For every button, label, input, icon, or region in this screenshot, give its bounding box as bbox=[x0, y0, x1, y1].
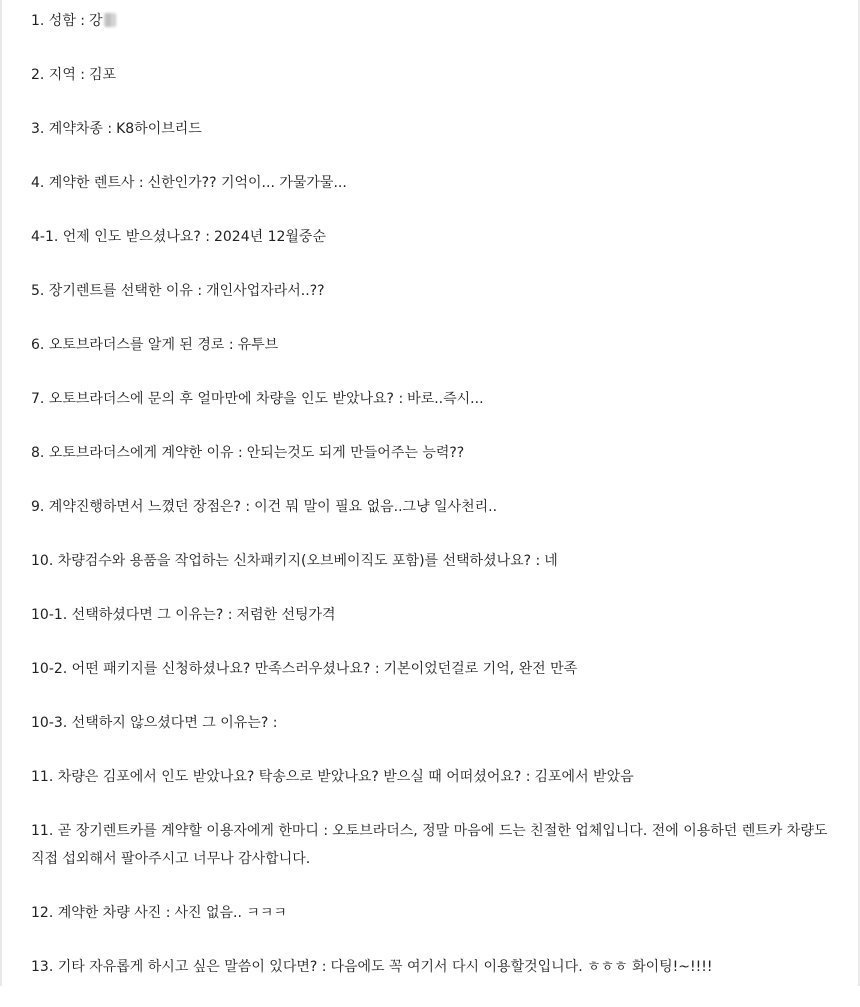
question-label: 4. 계약한 렌트사 : bbox=[31, 175, 144, 191]
question-label: 11. 차량은 김포에서 인도 받았나요? 탁송으로 받았나요? 받으실 때 어떠셨어요? : bbox=[31, 769, 531, 785]
answer-text: 김포에서 받았음 bbox=[534, 769, 634, 785]
qa-delivery-location bbox=[31, 763, 836, 791]
qa-package-selected bbox=[31, 547, 836, 575]
question-label: 10. 차량검수와 용품을 작업하는 신차패키지(오브베이직도 포함)를 선택하셨나요? : bbox=[31, 553, 541, 569]
answer-text: 2024년 12월중순 bbox=[213, 229, 326, 245]
redacted-name-blur bbox=[104, 13, 116, 27]
answer-text: 개인사업자라서..?? bbox=[206, 283, 325, 299]
question-label: 9. 계약진행하면서 느꼈던 장점은? : bbox=[31, 499, 251, 515]
answer-text: 네 bbox=[544, 553, 558, 569]
answer-text: 오토브라더스, 정말 마음에 드는 친절한 업체입니다. 전에 이용하던 렌트카 차량도 직접 섭외해서 팔아주시고 너무나 감사합니다. bbox=[31, 823, 828, 867]
left-border bbox=[0, 0, 2, 986]
qa-how-found bbox=[31, 331, 836, 359]
qa-name bbox=[31, 7, 836, 35]
question-label: 13. 기타 자유롭게 하시고 싶은 말씀이 있다면? : bbox=[31, 959, 327, 975]
qa-free-comment bbox=[31, 953, 836, 981]
answer-text: 이건 뭐 말이 필요 없음..그냥 일사천리.. bbox=[254, 499, 498, 515]
qa-rental-company bbox=[31, 169, 836, 197]
question-label: 10-1. 선택하셨다면 그 이유는? : bbox=[31, 607, 233, 623]
answer-text: 사진 없음.. ㅋㅋㅋ bbox=[174, 905, 287, 921]
answer-text: K8하이브리드 bbox=[116, 121, 202, 137]
qa-not-selected-reason bbox=[31, 709, 836, 737]
qa-package-type bbox=[31, 655, 836, 683]
answer-text: 유투브 bbox=[237, 337, 279, 353]
answer-text: 다음에도 꼭 여기서 다시 이용할것입니다. ㅎㅎㅎ 화이팅!~!!!! bbox=[330, 959, 713, 975]
qa-car-model bbox=[31, 115, 836, 143]
question-label: 10-2. 어떤 패키지를 신청하셨나요? 만족스러우셨나요? : bbox=[31, 661, 380, 677]
question-label: 8. 오토브라더스에게 계약한 이유 : bbox=[31, 445, 243, 461]
question-label: 12. 계약한 차량 사진 : bbox=[31, 905, 171, 921]
qa-delivery-date bbox=[31, 223, 836, 251]
qa-region bbox=[31, 61, 836, 89]
qa-reason-contract bbox=[31, 439, 836, 467]
question-label: 3. 계약차종 : bbox=[31, 121, 113, 137]
question-label: 4-1. 언제 인도 받으셨나요? : bbox=[31, 229, 210, 245]
qa-advice bbox=[31, 817, 836, 873]
answer-text: 바로..즉시... bbox=[407, 391, 484, 407]
answer-text: 저렴한 선팅가격 bbox=[236, 607, 336, 623]
question-label: 11. 곧 장기렌트카를 계약할 이용자에게 한마디 : bbox=[31, 823, 329, 839]
qa-reason-long-term bbox=[31, 277, 836, 305]
question-label: 2. 지역 : bbox=[31, 67, 86, 83]
answer-text: 김포 bbox=[89, 67, 117, 83]
answer-text: 신한인가?? 기억이... 가물가물... bbox=[147, 175, 347, 191]
review-document bbox=[31, 7, 836, 1007]
answer-text: 강 bbox=[89, 13, 103, 29]
question-label: 5. 장기렌트를 선택한 이유 : bbox=[31, 283, 203, 299]
answer-text: 기본이었던걸로 기억, 완전 만족 bbox=[383, 661, 578, 677]
question-label: 10-3. 선택하지 않으셨다면 그 이유는? : bbox=[31, 715, 278, 731]
answer-text: 안되는것도 되게 만들어주는 능력?? bbox=[246, 445, 465, 461]
qa-car-photo bbox=[31, 899, 836, 927]
qa-advantages bbox=[31, 493, 836, 521]
question-label: 1. 성함 : bbox=[31, 13, 86, 29]
question-label: 6. 오토브라더스를 알게 된 경로 : bbox=[31, 337, 234, 353]
qa-delivery-time bbox=[31, 385, 836, 413]
question-label: 7. 오토브라더스에 문의 후 얼마만에 차량을 인도 받았나요? : bbox=[31, 391, 404, 407]
qa-package-reason bbox=[31, 601, 836, 629]
